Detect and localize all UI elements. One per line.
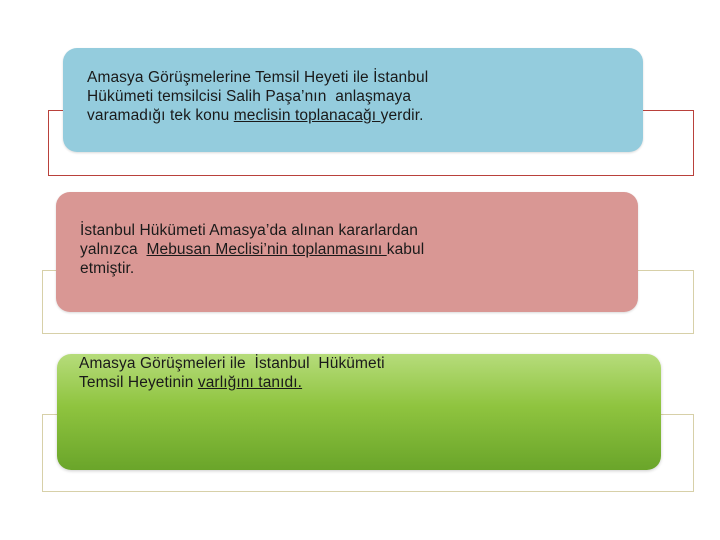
box2-text-end: kabul <box>386 241 425 258</box>
box2-text-underlined: Mebusan Meclisi’nin toplanmasını <box>146 241 387 258</box>
box1-text-plain: varamadığı tek konu <box>87 107 234 124</box>
box2-line-1: İstanbul Hükümeti Amasya’da alınan kararlardan <box>80 222 419 239</box>
box1-line-1: Amasya Görüşmelerine Temsil Heyeti ile İstanbul <box>87 69 429 86</box>
box2-line-2 <box>80 240 638 259</box>
box3-text-plain: Temsil Heyetinin <box>79 374 198 391</box>
info-box-green <box>57 354 661 470</box>
box1-text-underlined: meclisin toplanacağı <box>233 107 381 124</box>
info-box-red <box>56 192 638 312</box>
box3-text-underlined: varlığını tanıdı. <box>197 374 303 391</box>
info-box-blue <box>63 48 643 152</box>
box3-line-1: Amasya Görüşmeleri ile İstanbul Hükümeti <box>79 355 385 372</box>
box1-line-3 <box>87 106 643 125</box>
box2-text-plain: yalnızca <box>80 241 147 258</box>
box1-line-2: Hükümeti temsilcisi Salih Paşa’nın anlaşmaya <box>87 88 412 105</box>
box1-text-end: yerdir. <box>380 107 424 124</box>
box2-line-3: etmiştir. <box>80 260 135 277</box>
box3-line-2 <box>79 373 661 392</box>
